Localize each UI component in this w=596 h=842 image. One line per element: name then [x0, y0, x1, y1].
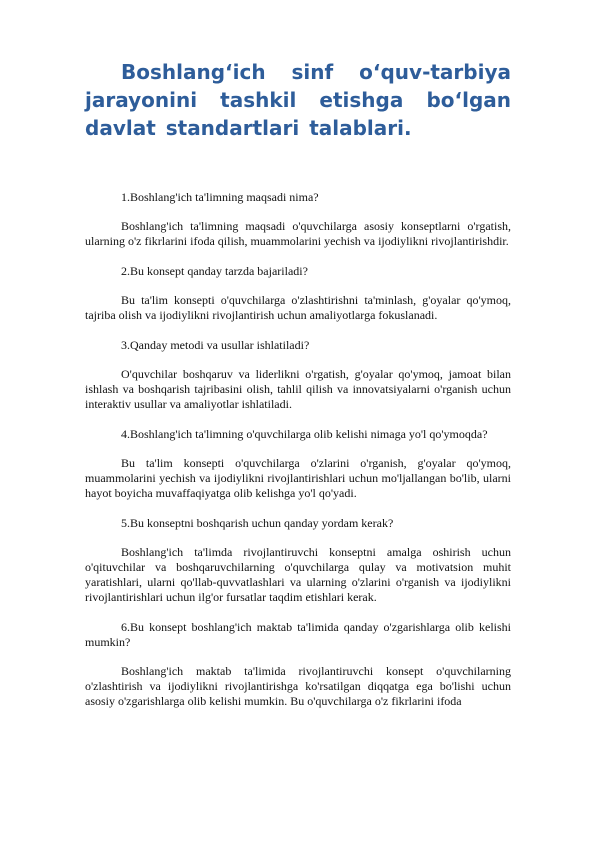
question-3: 3.Qanday metodi va usullar ishlatiladi?: [121, 338, 310, 352]
document-body: [85, 58, 511, 724]
question-4: 4.Boshlang'ich ta'limning o'quvchilarga olib kelishi nimaga yo'l qo'ymoqda?: [121, 427, 488, 441]
question-2: 2.Bu konsept qanday tarzda bajariladi?: [121, 264, 308, 278]
answer-3: O'quvchilar boshqaruv va liderlikni o'rgatish, g'oyalar qo'ymoq, jamoat bilan ishlash va boshqarish tajribasini olish, tahlil qilish va innovatsiyalarni o'rganish uchun interaktiv usullar va amaliyotlar ishlatiladi.: [85, 367, 511, 411]
answer-2: Bu ta'lim konsepti o'quvchilarga o'zlashtirishni ta'minlash, g'oyalar qo'ymoq, tajriba olish va ijodiylikni rivojlantirish uchun amaliyotlarga fokuslanadi.: [85, 293, 511, 322]
document-title: Boshlang‘ich sinf o‘quv-tarbiya jarayonini tashkil etishga bo‘lgan davlat standartlari talablari.: [85, 60, 511, 140]
answer-6: Boshlang'ich maktab ta'limida rivojlantiruvchi konsept o'quvchilarning o'zlashtirish va ijodiylikni rivojlantirishga ko'rsatilgan diqqatga ega bo'lishi uchun asosiy o'zgarishlarga olib kelishi mumkin. Bu o'quvchilarga o'z fikrlarini ifoda: [85, 664, 511, 708]
question-1: 1.Boshlang'ich ta'limning maqsadi nima?: [121, 190, 319, 204]
question-6: 6.Bu konsept boshlang'ich maktab ta'limida qanday o'zgarishlarga olib kelishi mumkin?: [85, 620, 511, 649]
answer-1: Boshlang'ich ta'limning maqsadi o'quvchilarga asosiy konseptlarni o'rgatish, ularning o'z fikrlarini ifoda qilish, muammolarini yechish va ijodiylikni rivojlantirishdir.: [85, 219, 511, 248]
answer-4: Bu ta'lim konsepti o'quvchilarga o'zlarini o'rganish, g'oyalar qo'ymoq, muammolarini yechish va ijodiylikni rivojlantirishlari uchun mo'ljallangan bo'lib, ularni hayot boyicha muvaffaqiyatga olib kelishga yo'l qo'yadi.: [85, 456, 511, 500]
answer-5: Boshlang'ich ta'limda rivojlantiruvchi konseptni amalga oshirish uchun o'qituvchilar va boshqaruvchilarning o'quvchilarga qulay va motivatsion muhit yaratishlari, ularni qo'llab-quvvatlashlari va ularning o'zlarini o'rganish va ijodiylikni rivojlantirishlari uchun ilg'or fursatlar taqdim etishlari kerak.: [85, 545, 511, 604]
question-5: 5.Bu konseptni boshqarish uchun qanday yordam kerak?: [121, 516, 394, 530]
